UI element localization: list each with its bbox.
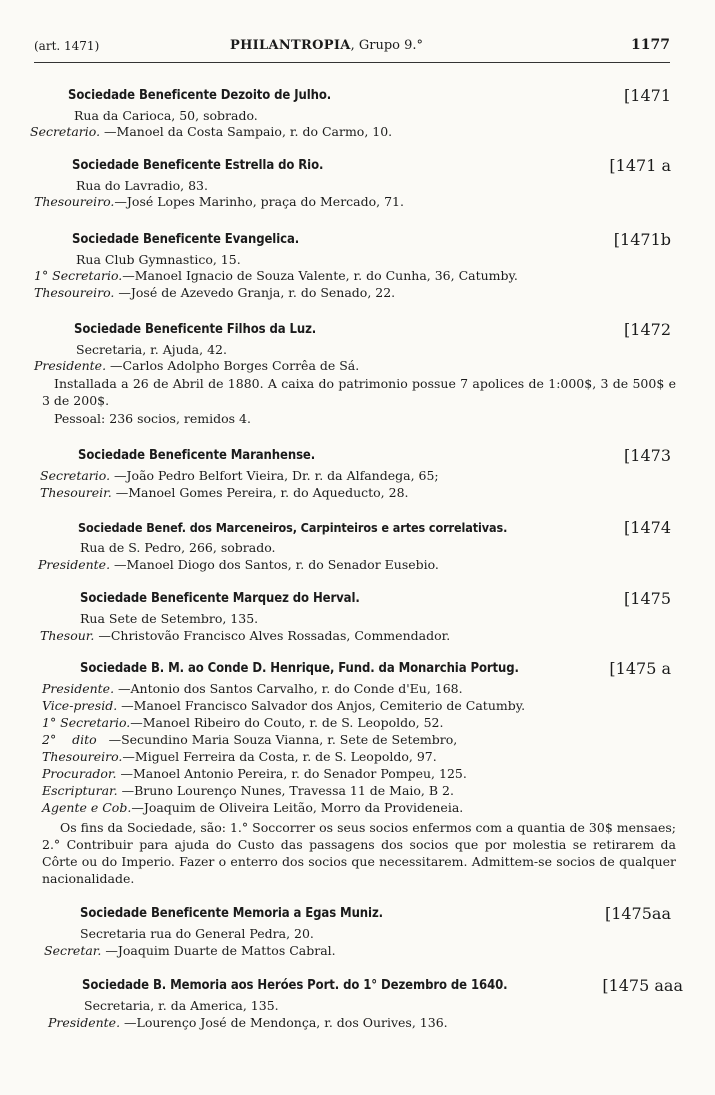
- entry-title: Sociedade B. M. ao Conde D. Henrique, Fund. da Monarchia Portug.: [80, 661, 519, 676]
- entry-line: Presidente. —Manoel Diogo dos Santos, r. do Senador Eusebio.: [38, 557, 439, 572]
- entry-1471b: [0, 230, 715, 300]
- entry-1475aa: [0, 904, 715, 958]
- entry-line: Procurador. —Manoel Antonio Pereira, r. do Senador Pompeu, 125.: [42, 766, 467, 781]
- entry-line: Presidente. —Carlos Adolpho Borges Corrêa de Sá.: [34, 358, 360, 373]
- entry-line: Presidente. —Antonio dos Santos Carvalho, r. do Conde d'Eu, 168.: [42, 681, 463, 696]
- entry-title: Sociedade Beneficente Filhos da Luz.: [74, 322, 317, 337]
- entry-number: [1475 aaa: [602, 976, 683, 995]
- entry-number: [1475aa: [604, 904, 671, 923]
- entry-line: Thesour. —Christovão Francisco Alves Rossadas, Commendador.: [40, 628, 451, 643]
- entry-title: Sociedade Beneficente Memoria a Egas Muniz.: [80, 906, 383, 921]
- entry-line: Presidente. —Lourenço José de Mendonça, r. dos Ourives, 136.: [48, 1015, 448, 1030]
- entry-line: Vice-presid. —Manoel Francisco Salvador dos Anjos, Cemiterio de Catumby.: [42, 698, 526, 713]
- entry-line: Rua de S. Pedro, 266, sobrado.: [80, 540, 276, 555]
- entry-line: Rua da Carioca, 50, sobrado.: [74, 108, 258, 123]
- entry-line: Secretar. —Joaquim Duarte de Mattos Cabral.: [44, 943, 336, 958]
- article-range: (art. 1471): [34, 39, 100, 53]
- entry-line: Rua Sete de Setembro, 135.: [80, 611, 259, 626]
- header-rule: [34, 62, 670, 63]
- page-number: 1177: [631, 37, 670, 53]
- entry-number: [1475 a: [609, 659, 671, 678]
- entry-1471: [0, 86, 715, 139]
- entry-title: Sociedade Beneficente Estrella do Rio.: [72, 158, 324, 173]
- entry-title: Sociedade Beneficente Maranhense.: [78, 448, 316, 463]
- entry-line: 1° Secretario.—Manoel Ribeiro do Couto, r. de S. Leopoldo, 52.: [42, 715, 444, 730]
- entry-1474: [0, 518, 715, 572]
- entry-1475: [0, 589, 715, 643]
- entry-title: Sociedade Benef. dos Marceneiros, Carpinteiros e artes correlativas.: [78, 520, 508, 535]
- entry-line: Secretario. —Manoel da Costa Sampaio, r. do Carmo, 10.: [30, 124, 393, 139]
- entry-line: 1° Secretario.—Manoel Ignacio de Souza Valente, r. do Cunha, 36, Catumby.: [34, 268, 518, 283]
- entry-line: Thesoureiro.—Miguel Ferreira da Costa, r. de S. Leopoldo, 97.: [42, 749, 437, 764]
- entry-number: [1474: [624, 518, 671, 537]
- entry-line: Thesoureiro. —José de Azevedo Granja, r. do Senado, 22.: [34, 285, 396, 300]
- entry-line: 2° dito —Secundino Maria Souza Vianna, r. Sete de Setembro,: [42, 732, 458, 747]
- entry-1472: [0, 320, 715, 426]
- running-title: [230, 38, 423, 53]
- entry-line: Escripturar. —Bruno Lourenço Nunes, Travessa 11 de Maio, B 2.: [42, 783, 454, 798]
- entry-line: Thesoureir. —Manoel Gomes Pereira, r. do Aqueducto, 28.: [40, 485, 409, 500]
- entry-title: Sociedade Beneficente Dezoito de Julho.: [68, 88, 332, 103]
- entry-1475aaa: [0, 976, 715, 1030]
- entry-number: [1475: [624, 589, 671, 608]
- entry-paragraph: Os fins da Sociedade, são: 1.° Soccorrer os seus socios enfermos com a quantia de 30$ mensaes; 2.° Contribuir para ajuda do Custo das passagens dos socios que por molestia se retirarem da Côrte ou do Imperio. Fazer o enterro dos socios que necessitarem. Admittem-se socios de qualquer nacionalidade.: [42, 820, 676, 886]
- entry-paragraph: Installada a 26 de Abril de 1880. A caixa do patrimonio possue 7 apolices de 1:000$, 3 de 500$ e 3 de 200$.: [42, 376, 676, 408]
- entry-number: [1471 a: [609, 156, 671, 175]
- entry-number: [1473: [624, 446, 671, 465]
- entry-number: [1472: [624, 320, 671, 339]
- entry-line: Secretaria rua do General Pedra, 20.: [80, 926, 314, 941]
- entry-1473: [0, 446, 715, 500]
- page-header: [34, 36, 670, 60]
- entry-title: Sociedade Beneficente Evangelica.: [72, 232, 300, 247]
- entry-line: Rua Club Gymnastico, 15.: [76, 252, 241, 267]
- entry-line: Secretario. —João Pedro Belfort Vieira, Dr. r. da Alfandega, 65;: [40, 468, 439, 483]
- entry-line: Secretaria, r. Ajuda, 42.: [76, 342, 227, 357]
- entry-number: [1471b: [613, 230, 671, 249]
- entry-line: Secretaria, r. da America, 135.: [84, 998, 279, 1013]
- entry-line: Thesoureiro.—José Lopes Marinho, praça do Mercado, 71.: [34, 194, 404, 209]
- group-label: , Grupo 9.°: [350, 38, 424, 53]
- entry-line: Rua do Lavradio, 83.: [76, 178, 208, 193]
- entry-title: Sociedade Beneficente Marquez do Herval.: [80, 591, 360, 606]
- section-title: PHILANTROPIA: [230, 38, 351, 53]
- entry-line: Agente e Cob.—Joaquim de Oliveira Leitão, Morro da Provideneia.: [42, 800, 464, 815]
- entry-title: Sociedade B. Memoria aos Heróes Port. do 1° Dezembro de 1640.: [82, 978, 508, 993]
- entry-1475a: [0, 659, 715, 886]
- entry-extra: Pessoal: 236 socios, remidos 4.: [54, 411, 251, 426]
- entry-1471a: [0, 156, 715, 209]
- entry-number: [1471: [624, 86, 671, 105]
